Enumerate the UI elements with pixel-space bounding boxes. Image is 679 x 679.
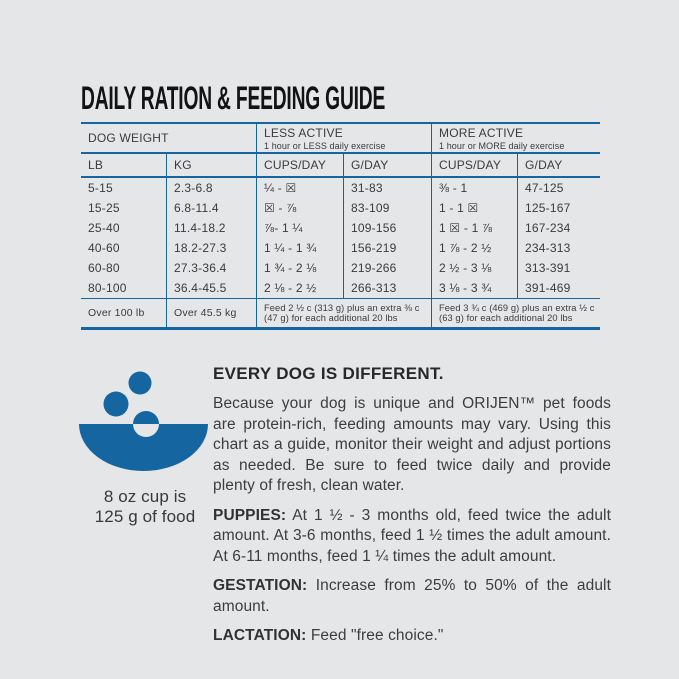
- less-g-cell: 83-109: [343, 198, 431, 218]
- info-column: [213, 364, 611, 656]
- over-kg-cell: Over 45.5 kg: [166, 299, 256, 327]
- less-cups-cell: ¼ - ☒: [256, 178, 343, 198]
- col-header-less-g: G/DAY: [343, 154, 431, 176]
- less-g-cell: 219-266: [343, 258, 431, 278]
- col-header-more-cups: CUPS/DAY: [431, 154, 517, 176]
- less-g-cell: 266-313: [343, 278, 431, 298]
- col-header-lb: LB: [88, 158, 104, 172]
- kg-cell: 2.3-6.8: [166, 178, 256, 198]
- less-g-cell: 31-83: [343, 178, 431, 198]
- kg-cell: 36.4-45.5: [166, 278, 256, 298]
- less-cups-cell: 1 ¼ - 1 ¾: [256, 238, 343, 258]
- table-footer-row: [81, 299, 600, 327]
- table-row: [81, 278, 600, 298]
- less-cups-cell: ☒ - ⅞: [256, 198, 343, 218]
- bowl-with-kibble-icon: [77, 366, 211, 476]
- more-cups-cell: ⅜ - 1: [431, 178, 517, 198]
- table-column-header-row: [81, 154, 600, 178]
- lb-cell: 60-80: [88, 261, 120, 275]
- more-active-extra-note: Feed 3 ¾ c (469 g) plus an extra ½ c (63 g) for each additional 20 lbs: [431, 299, 600, 327]
- table-row: [81, 218, 600, 238]
- less-g-cell: 156-219: [343, 238, 431, 258]
- col-header-more-g: G/DAY: [517, 154, 600, 176]
- more-g-cell: 391-469: [517, 278, 600, 298]
- less-cups-cell: 1 ¾ - 2 ⅛: [256, 258, 343, 278]
- less-cups-cell: ⅞- 1 ¼: [256, 218, 343, 238]
- lb-cell: 5-15: [88, 181, 113, 195]
- col-header-less-cups: CUPS/DAY: [256, 154, 343, 176]
- dog-weight-header: DOG WEIGHT: [88, 131, 169, 145]
- table-group-header-row: [81, 124, 600, 154]
- cup-graphic: [77, 366, 211, 481]
- table-row: [81, 238, 600, 258]
- more-cups-cell: 3 ⅛ - 3 ¾: [431, 278, 517, 298]
- kibble-circle: [129, 372, 152, 395]
- more-g-cell: 167-234: [517, 218, 600, 238]
- gestation-paragraph: [213, 576, 611, 617]
- puppies-paragraph: [213, 506, 611, 568]
- lactation-paragraph: [213, 626, 611, 647]
- more-g-cell: 313-391: [517, 258, 600, 278]
- lb-cell: 15-25: [88, 201, 120, 215]
- puppies-label: PUPPIES:: [213, 506, 287, 524]
- kg-cell: 11.4-18.2: [166, 218, 256, 238]
- gestation-text: Increase from 25% to 50% of the adult amount.: [213, 577, 611, 615]
- more-g-cell: 125-167: [517, 198, 600, 218]
- kg-cell: 6.8-11.4: [166, 198, 256, 218]
- less-active-subtitle: 1 hour or LESS daily exercise: [264, 140, 386, 151]
- more-active-label: MORE ACTIVE: [439, 125, 524, 140]
- table-row: [81, 258, 600, 278]
- puppies-text: At 1 ½ - 3 months old, feed twice the adult amount. At 3-6 months, feed 1 ½ times the adult amount. At 6-11 months, feed 1 ¼ times the adult amount.: [213, 506, 611, 565]
- kibble-circle: [104, 392, 129, 417]
- feeding-table: [81, 122, 600, 330]
- more-cups-cell: 2 ½ - 3 ⅛: [431, 258, 517, 278]
- less-cups-cell: 2 ⅛ - 2 ½: [256, 278, 343, 298]
- less-g-cell: 109-156: [343, 218, 431, 238]
- kg-cell: 27.3-36.4: [166, 258, 256, 278]
- lactation-label: LACTATION:: [213, 627, 307, 644]
- less-active-label: LESS ACTIVE: [264, 125, 343, 140]
- more-cups-cell: 1 - 1 ☒: [431, 198, 517, 218]
- intro-paragraph: Because your dog is unique and ORIJEN™ pet foods are protein-rich, feeding amounts may vary. Using this chart as a guide, monitor their weight and adjust portions as needed. Be sure to feed twice daily and provide plenty of fresh, clean water.: [213, 395, 611, 494]
- over-lb-cell: Over 100 lb: [88, 307, 145, 319]
- cup-caption-line2: 125 g of food: [94, 506, 196, 526]
- info-heading: EVERY DOG IS DIFFERENT.: [213, 364, 444, 383]
- lactation-text: Feed "free choice.": [310, 627, 444, 644]
- gestation-label: GESTATION:: [213, 577, 308, 594]
- table-row: [81, 178, 600, 198]
- more-cups-cell: 1 ☒ - 1 ⅞: [431, 218, 517, 238]
- cup-caption: [50, 487, 240, 526]
- kibble-circle-half: [133, 411, 159, 424]
- lb-cell: 80-100: [88, 281, 127, 295]
- lb-cell: 25-40: [88, 221, 120, 235]
- table-row: [81, 198, 600, 218]
- more-g-cell: 47-125: [517, 178, 600, 198]
- page-title: DAILY RATION & FEEDING GUIDE: [81, 80, 386, 117]
- more-active-header: [431, 124, 600, 152]
- table-body: [81, 178, 600, 299]
- col-header-kg: KG: [166, 154, 256, 176]
- more-g-cell: 234-313: [517, 238, 600, 258]
- less-active-header: [256, 124, 431, 152]
- cup-caption-line1: 8 oz cup is: [103, 487, 187, 506]
- more-cups-cell: 1 ⅞ - 2 ½: [431, 238, 517, 258]
- kg-cell: 18.2-27.3: [166, 238, 256, 258]
- lb-cell: 40-60: [88, 241, 120, 255]
- more-active-subtitle: 1 hour or MORE daily exercise: [439, 140, 565, 151]
- less-active-extra-note: Feed 2 ½ c (313 g) plus an extra ⅜ c (47 g) for each additional 20 lbs: [256, 299, 431, 327]
